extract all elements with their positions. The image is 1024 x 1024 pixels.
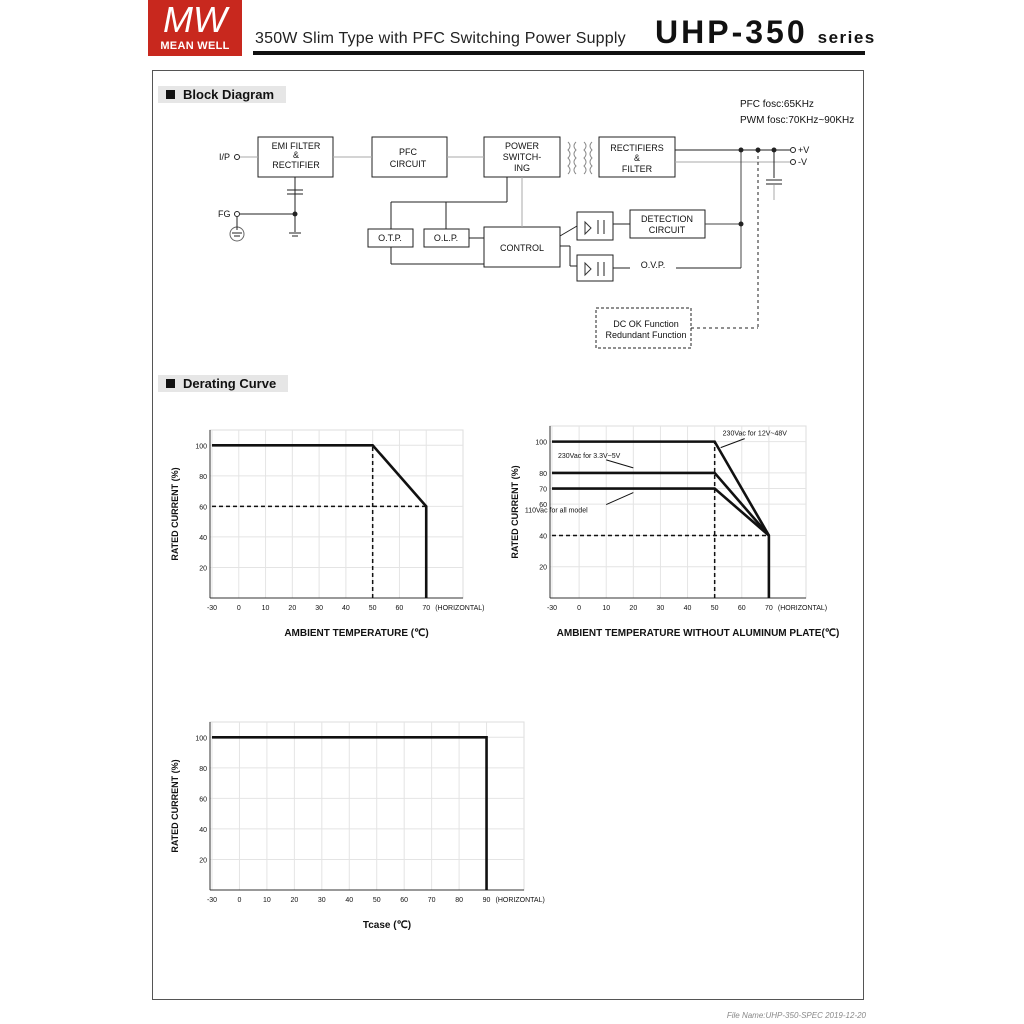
- x-axis-suffix: (HORIZONTAL): [495, 897, 545, 904]
- pfc-box: [372, 137, 447, 177]
- emi-line-2: &: [292, 150, 300, 160]
- optocoupler-1: [577, 212, 613, 240]
- rect-line-1: RECTIFIERS: [610, 143, 664, 153]
- olp-label: O.L.P.: [433, 233, 459, 243]
- y-tick-label: 100: [195, 443, 207, 451]
- otp-label: O.T.P.: [378, 233, 402, 243]
- x-tick-label: 40: [683, 605, 692, 612]
- detect-line-2: CIRCUIT: [648, 225, 686, 235]
- emi-line-3: RECTIFIER: [272, 160, 320, 170]
- x-tick-label: 80: [455, 897, 463, 904]
- x-tick-label: 60: [400, 897, 409, 904]
- x-tick-label: 70: [764, 605, 773, 612]
- x-tick-label: 10: [602, 605, 611, 612]
- pfc-fosc: PFC fosc:65KHz: [740, 99, 814, 110]
- x-axis-label: Tcase (℃): [362, 920, 412, 931]
- y-tick-label: 80: [539, 470, 547, 478]
- annotation-arrow: [606, 493, 633, 505]
- x-tick-label: 20: [288, 605, 297, 612]
- block-diagram: [0, 0, 1024, 370]
- dcok-line-1: DC OK Function: [613, 319, 679, 329]
- logo-text: MEAN WELL: [160, 40, 230, 52]
- x-tick-label: -30: [206, 605, 218, 612]
- pfc-line-1: PFC: [399, 147, 417, 157]
- annotation-arrow: [721, 439, 745, 448]
- model-name: UHP-350: [655, 14, 808, 50]
- annotation-label: 110Vac for all model: [524, 507, 588, 515]
- y-axis-label: RATED CURRENT (%): [170, 759, 180, 853]
- x-tick-label: 50: [368, 605, 377, 612]
- y-tick-label: 60: [199, 504, 207, 512]
- optocoupler-2: [577, 255, 613, 281]
- y-tick-label: 40: [199, 534, 207, 542]
- x-axis-label: AMBIENT TEMPERATURE (℃): [284, 628, 429, 639]
- y-tick-label: 40: [199, 826, 207, 834]
- rect-line-3: FILTER: [621, 164, 653, 174]
- vminus-label: -V: [798, 157, 807, 167]
- derating-chart-tcase: [160, 712, 580, 942]
- document-subtitle: 350W Slim Type with PFC Switching Power Supply: [255, 30, 626, 47]
- x-tick-label: 50: [710, 605, 719, 612]
- x-tick-label: 70: [422, 605, 431, 612]
- pwm-fosc: PWM fosc:70KHz~90KHz: [740, 115, 855, 126]
- y-tick-label: 60: [539, 502, 547, 510]
- x-tick-label: 60: [395, 605, 404, 612]
- x-axis-label: AMBIENT TEMPERATURE WITHOUT ALUMINUM PLATE(℃): [556, 628, 840, 639]
- x-tick-label: 0: [236, 605, 241, 612]
- y-tick-label: 40: [539, 533, 547, 541]
- x-tick-label: 10: [263, 897, 271, 904]
- y-tick-label: 20: [199, 565, 207, 573]
- x-tick-label: 70: [427, 897, 436, 904]
- footer-file-name: File Name:UHP-350-SPEC 2019-12-20: [726, 1011, 866, 1020]
- logo-mark-text: MW: [163, 0, 227, 40]
- x-tick-label: 30: [656, 605, 665, 612]
- derating-heading-text: Derating Curve: [183, 376, 277, 391]
- x-tick-label: -30: [206, 897, 218, 904]
- emi-line-1: EMI FILTER: [271, 141, 321, 151]
- y-axis-label: RATED CURRENT (%): [510, 465, 520, 559]
- y-tick-label: 80: [199, 765, 207, 773]
- rect-line-2: &: [633, 153, 641, 163]
- derating-chart-no-plate: [500, 420, 860, 650]
- y-tick-label: 100: [195, 735, 207, 743]
- ovp-label: O.V.P.: [640, 260, 666, 270]
- x-tick-label: 20: [290, 897, 299, 904]
- x-tick-label: 10: [261, 605, 270, 612]
- y-tick-label: 70: [539, 486, 547, 494]
- x-tick-label: 50: [372, 897, 381, 904]
- x-tick-label: 0: [577, 605, 582, 612]
- x-tick-label: 90: [482, 897, 491, 904]
- pfc-line-2: CIRCUIT: [389, 159, 427, 169]
- power-line-3: ING: [513, 163, 531, 173]
- annotation-label: 230Vac for 12V~48V: [722, 430, 787, 438]
- x-axis-suffix: (HORIZONTAL): [435, 605, 485, 612]
- x-tick-label: 40: [341, 605, 350, 612]
- annotation-label: 230Vac for 3.3V~5V: [558, 452, 621, 460]
- y-axis-label: RATED CURRENT (%): [170, 467, 180, 561]
- y-tick-label: 60: [199, 796, 207, 804]
- section-heading-derating: [158, 375, 288, 392]
- x-tick-label: 30: [317, 897, 326, 904]
- power-line-2: SWITCH-: [502, 152, 542, 162]
- vplus-label: +V: [798, 145, 810, 155]
- power-line-1: POWER: [504, 141, 540, 151]
- series-word: series: [817, 28, 876, 47]
- block-diagram-heading-text: Block Diagram: [183, 87, 275, 102]
- derating-chart-ambient: [160, 420, 520, 650]
- control-label: CONTROL: [499, 243, 545, 253]
- y-tick-label: 20: [539, 564, 547, 572]
- x-tick-label: 30: [315, 605, 324, 612]
- x-tick-label: 40: [345, 897, 354, 904]
- y-tick-label: 100: [535, 439, 547, 447]
- y-tick-label: 20: [199, 857, 207, 865]
- x-tick-label: 20: [629, 605, 638, 612]
- x-tick-label: 60: [737, 605, 746, 612]
- ip-label: I/P: [219, 152, 231, 162]
- y-tick-label: 80: [199, 473, 207, 481]
- plot-area: [210, 722, 524, 890]
- fg-label: FG: [218, 209, 231, 219]
- annotation-arrow: [606, 460, 633, 468]
- detect-line-1: DETECTION: [640, 214, 694, 224]
- x-tick-label: -30: [546, 605, 558, 612]
- x-axis-suffix: (HORIZONTAL): [777, 605, 828, 612]
- dcok-line-2: Redundant Function: [605, 330, 687, 340]
- x-tick-label: 0: [237, 897, 242, 904]
